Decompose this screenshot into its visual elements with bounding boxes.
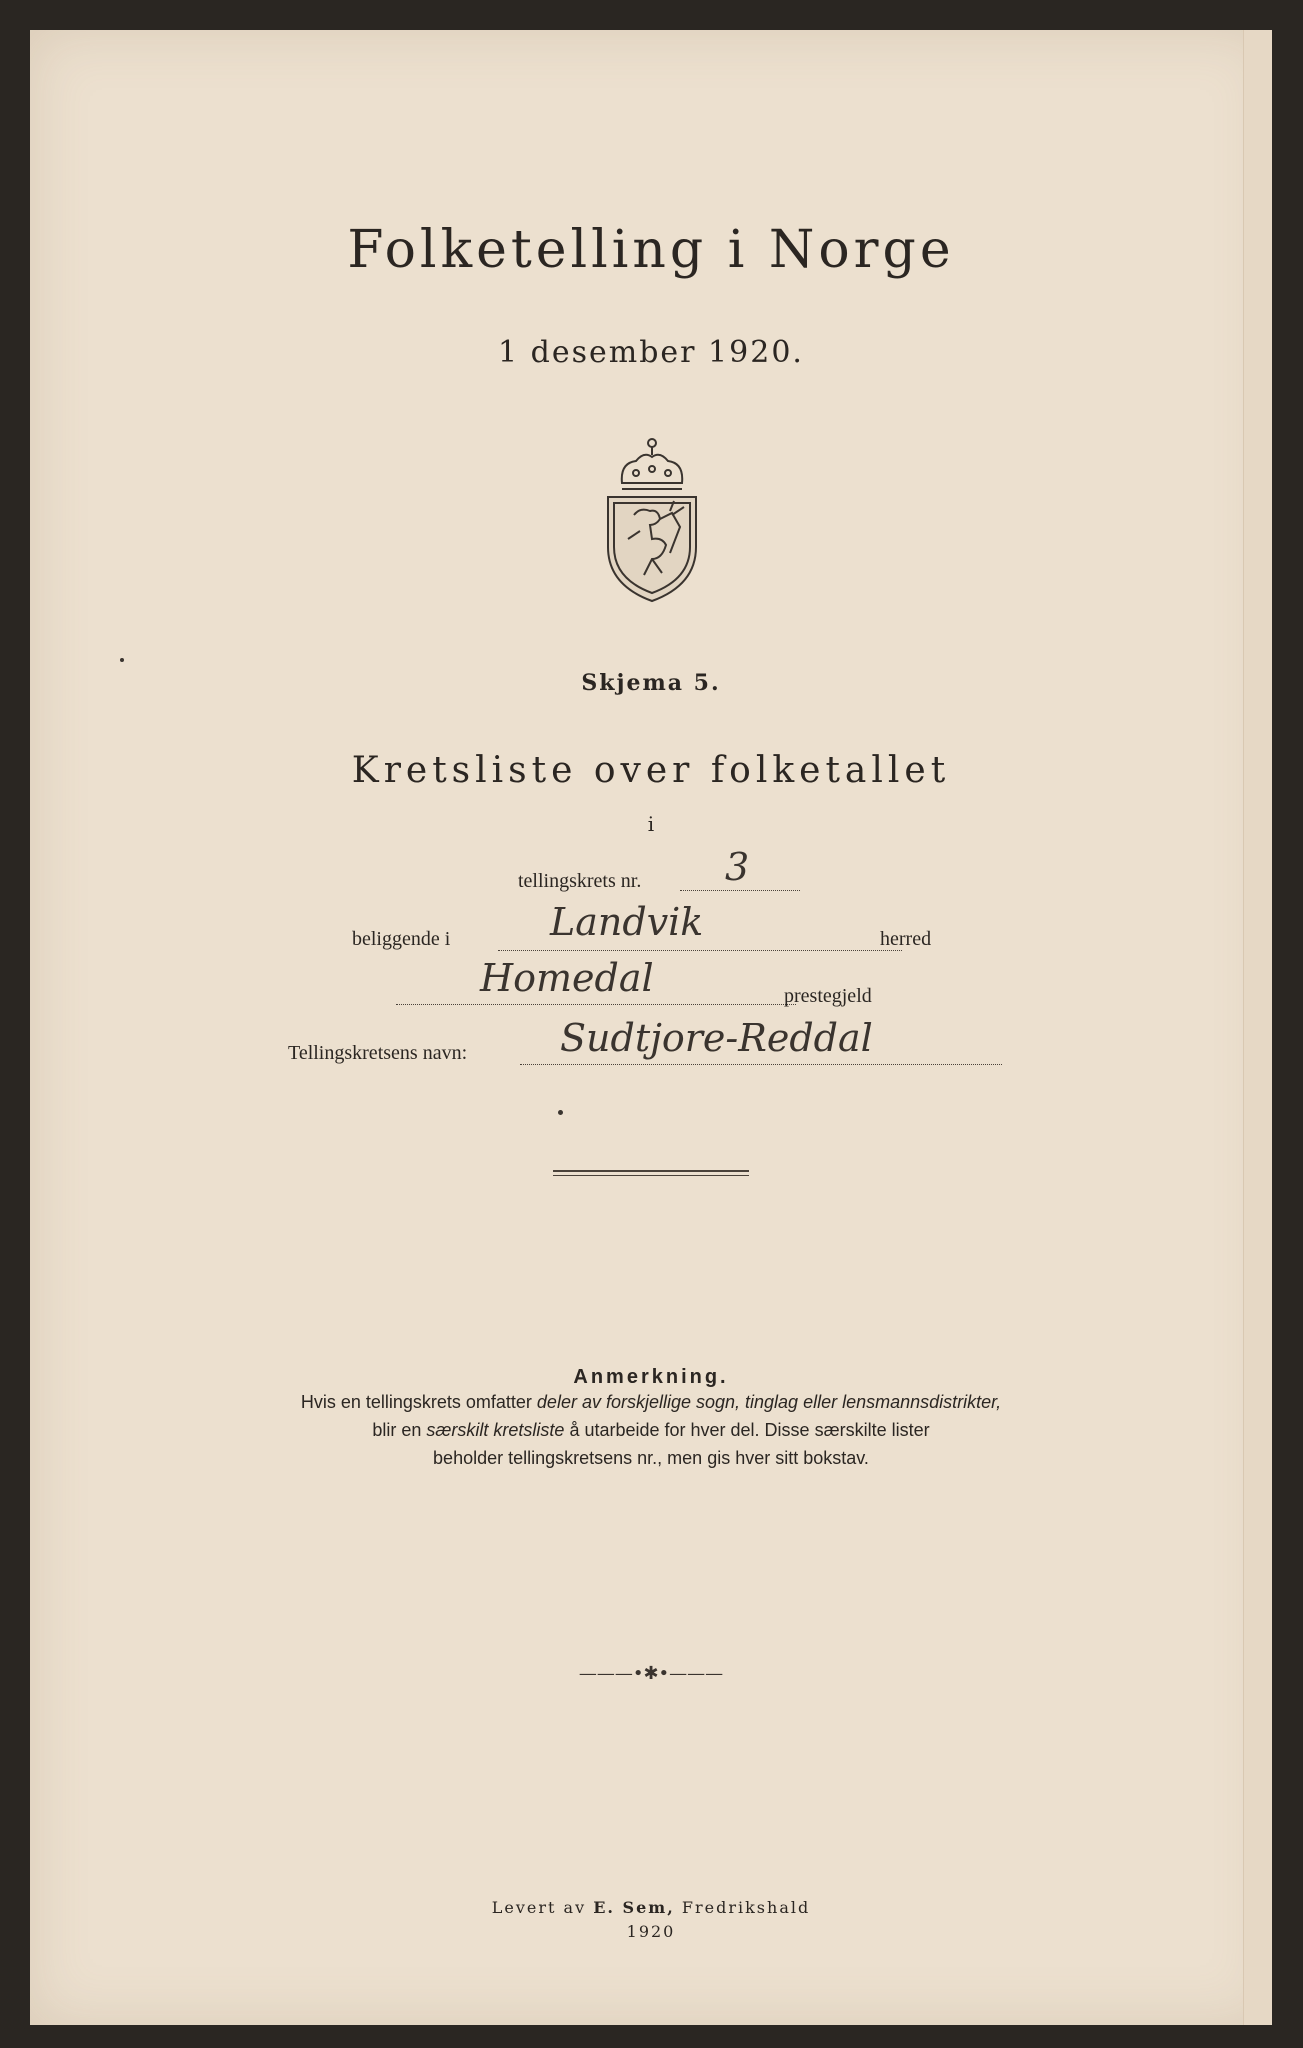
navn-label: Tellingskretsens navn: bbox=[288, 1042, 468, 1064]
prestegjeld-suffix: prestegjeld bbox=[784, 985, 872, 1007]
document-date: 1 desember 1920. bbox=[498, 335, 804, 370]
note-line-2: blir en særskilt kretsliste å utarbeide for hver del. Disse særskilte lister bbox=[372, 1420, 930, 1440]
krets-value: 3 bbox=[725, 845, 750, 889]
ink-dot bbox=[558, 1110, 563, 1115]
page-edge bbox=[1243, 30, 1272, 2025]
connector-word: i bbox=[647, 812, 655, 836]
herred-prefix: beliggende i bbox=[352, 928, 451, 950]
krets-line bbox=[680, 890, 800, 891]
note-heading: Anmerkning. bbox=[573, 1366, 729, 1388]
herred-suffix: herred bbox=[880, 928, 932, 950]
printer-year: 1920 bbox=[626, 1922, 676, 1941]
ornament-divider: ———•✱•——— bbox=[578, 1663, 724, 1684]
schema-number: Skjema 5. bbox=[581, 670, 721, 696]
prestegjeld-line bbox=[396, 1004, 796, 1005]
census-form-page bbox=[30, 30, 1272, 2025]
note-line-1: Hvis en tellingskrets omfatter deler av forskjellige sogn, tinglag eller lensmannsdistrikter, bbox=[300, 1392, 1002, 1412]
divider-rule bbox=[553, 1170, 749, 1172]
norwegian-coat-of-arms-icon bbox=[600, 435, 704, 605]
printer-credit: Levert av E. Sem, Fredrikshald bbox=[491, 1898, 811, 1917]
herred-line bbox=[498, 950, 902, 951]
prestegjeld-value: Homedal bbox=[480, 956, 654, 1000]
form-subtitle: Kretsliste over folketallet bbox=[351, 750, 951, 791]
krets-label: tellingskrets nr. bbox=[518, 870, 642, 892]
divider-rule bbox=[553, 1175, 749, 1176]
navn-value: Sudtjore-Reddal bbox=[560, 1016, 873, 1060]
note-line-3: beholder tellingskretsens nr., men gis hver sitt bokstav. bbox=[433, 1448, 869, 1468]
document-title: Folketelling i Norge bbox=[347, 220, 955, 280]
navn-line bbox=[520, 1064, 1002, 1065]
ink-dot bbox=[120, 658, 124, 662]
herred-value: Landvik bbox=[550, 900, 704, 944]
